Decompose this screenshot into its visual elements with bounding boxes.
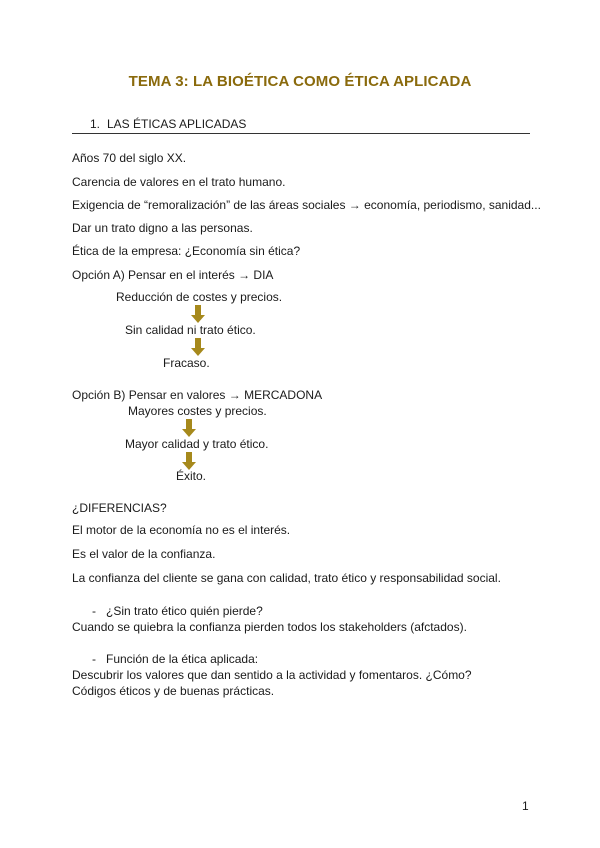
- text-line: Ética de la empresa: ¿Economía sin ética?: [72, 244, 301, 258]
- option-b-heading: Opción B) Pensar en valores → MERCADONA: [72, 388, 323, 402]
- down-arrow-icon: [191, 305, 205, 323]
- option-a-step: Sin calidad ni trato ético.: [125, 323, 256, 337]
- bullet-answer: Cuando se quiebra la confianza pierden todos los stakeholders (afctados).: [72, 620, 467, 634]
- bullet-dash: -: [92, 604, 96, 618]
- text-line: Exigencia de “remoralización” de las áreas sociales → economía, periodismo, sanidad...: [72, 198, 541, 212]
- page-title: TEMA 3: LA BIOÉTICA COMO ÉTICA APLICADA: [128, 73, 472, 90]
- option-a-heading: Opción A) Pensar en el interés → DIA: [72, 268, 274, 282]
- down-arrow-icon: [182, 452, 196, 470]
- text-line: Carencia de valores en el trato humano.: [72, 175, 286, 189]
- option-a-step: Reducción de costes y precios.: [116, 290, 283, 304]
- down-arrow-icon: [191, 338, 205, 356]
- bullet-answer: Códigos éticos y de buenas prácticas.: [72, 684, 275, 698]
- text-line: Años 70 del siglo XX.: [72, 151, 187, 165]
- bullet-question: Función de la ética aplicada:: [106, 652, 259, 666]
- option-a-step: Fracaso.: [163, 356, 210, 370]
- bullet-answer: Descubrir los valores que dan sentido a la actividad y fomentaros. ¿Cómo?: [72, 668, 472, 682]
- section-number: 1.: [90, 117, 101, 131]
- text-line: Es el valor de la confianza.: [72, 547, 216, 561]
- bullet-dash: -: [92, 652, 96, 666]
- text-line: El motor de la economía no es el interés.: [72, 523, 291, 537]
- section-heading: [72, 117, 530, 134]
- text-line: Dar un trato digno a las personas.: [72, 221, 253, 235]
- section-label: LAS ÉTICAS APLICADAS: [107, 117, 247, 131]
- option-b-step: Éxito.: [176, 469, 207, 483]
- differences-heading: ¿DIFERENCIAS?: [72, 501, 167, 515]
- text-line: La confianza del cliente se gana con calidad, trato ético y responsabilidad social.: [72, 571, 501, 585]
- down-arrow-icon: [182, 419, 196, 437]
- option-b-step: Mayores costes y precios.: [128, 404, 267, 418]
- page-number: 1: [522, 799, 529, 813]
- bullet-question: ¿Sin trato ético quién pierde?: [106, 604, 263, 618]
- option-b-step: Mayor calidad y trato ético.: [125, 437, 269, 451]
